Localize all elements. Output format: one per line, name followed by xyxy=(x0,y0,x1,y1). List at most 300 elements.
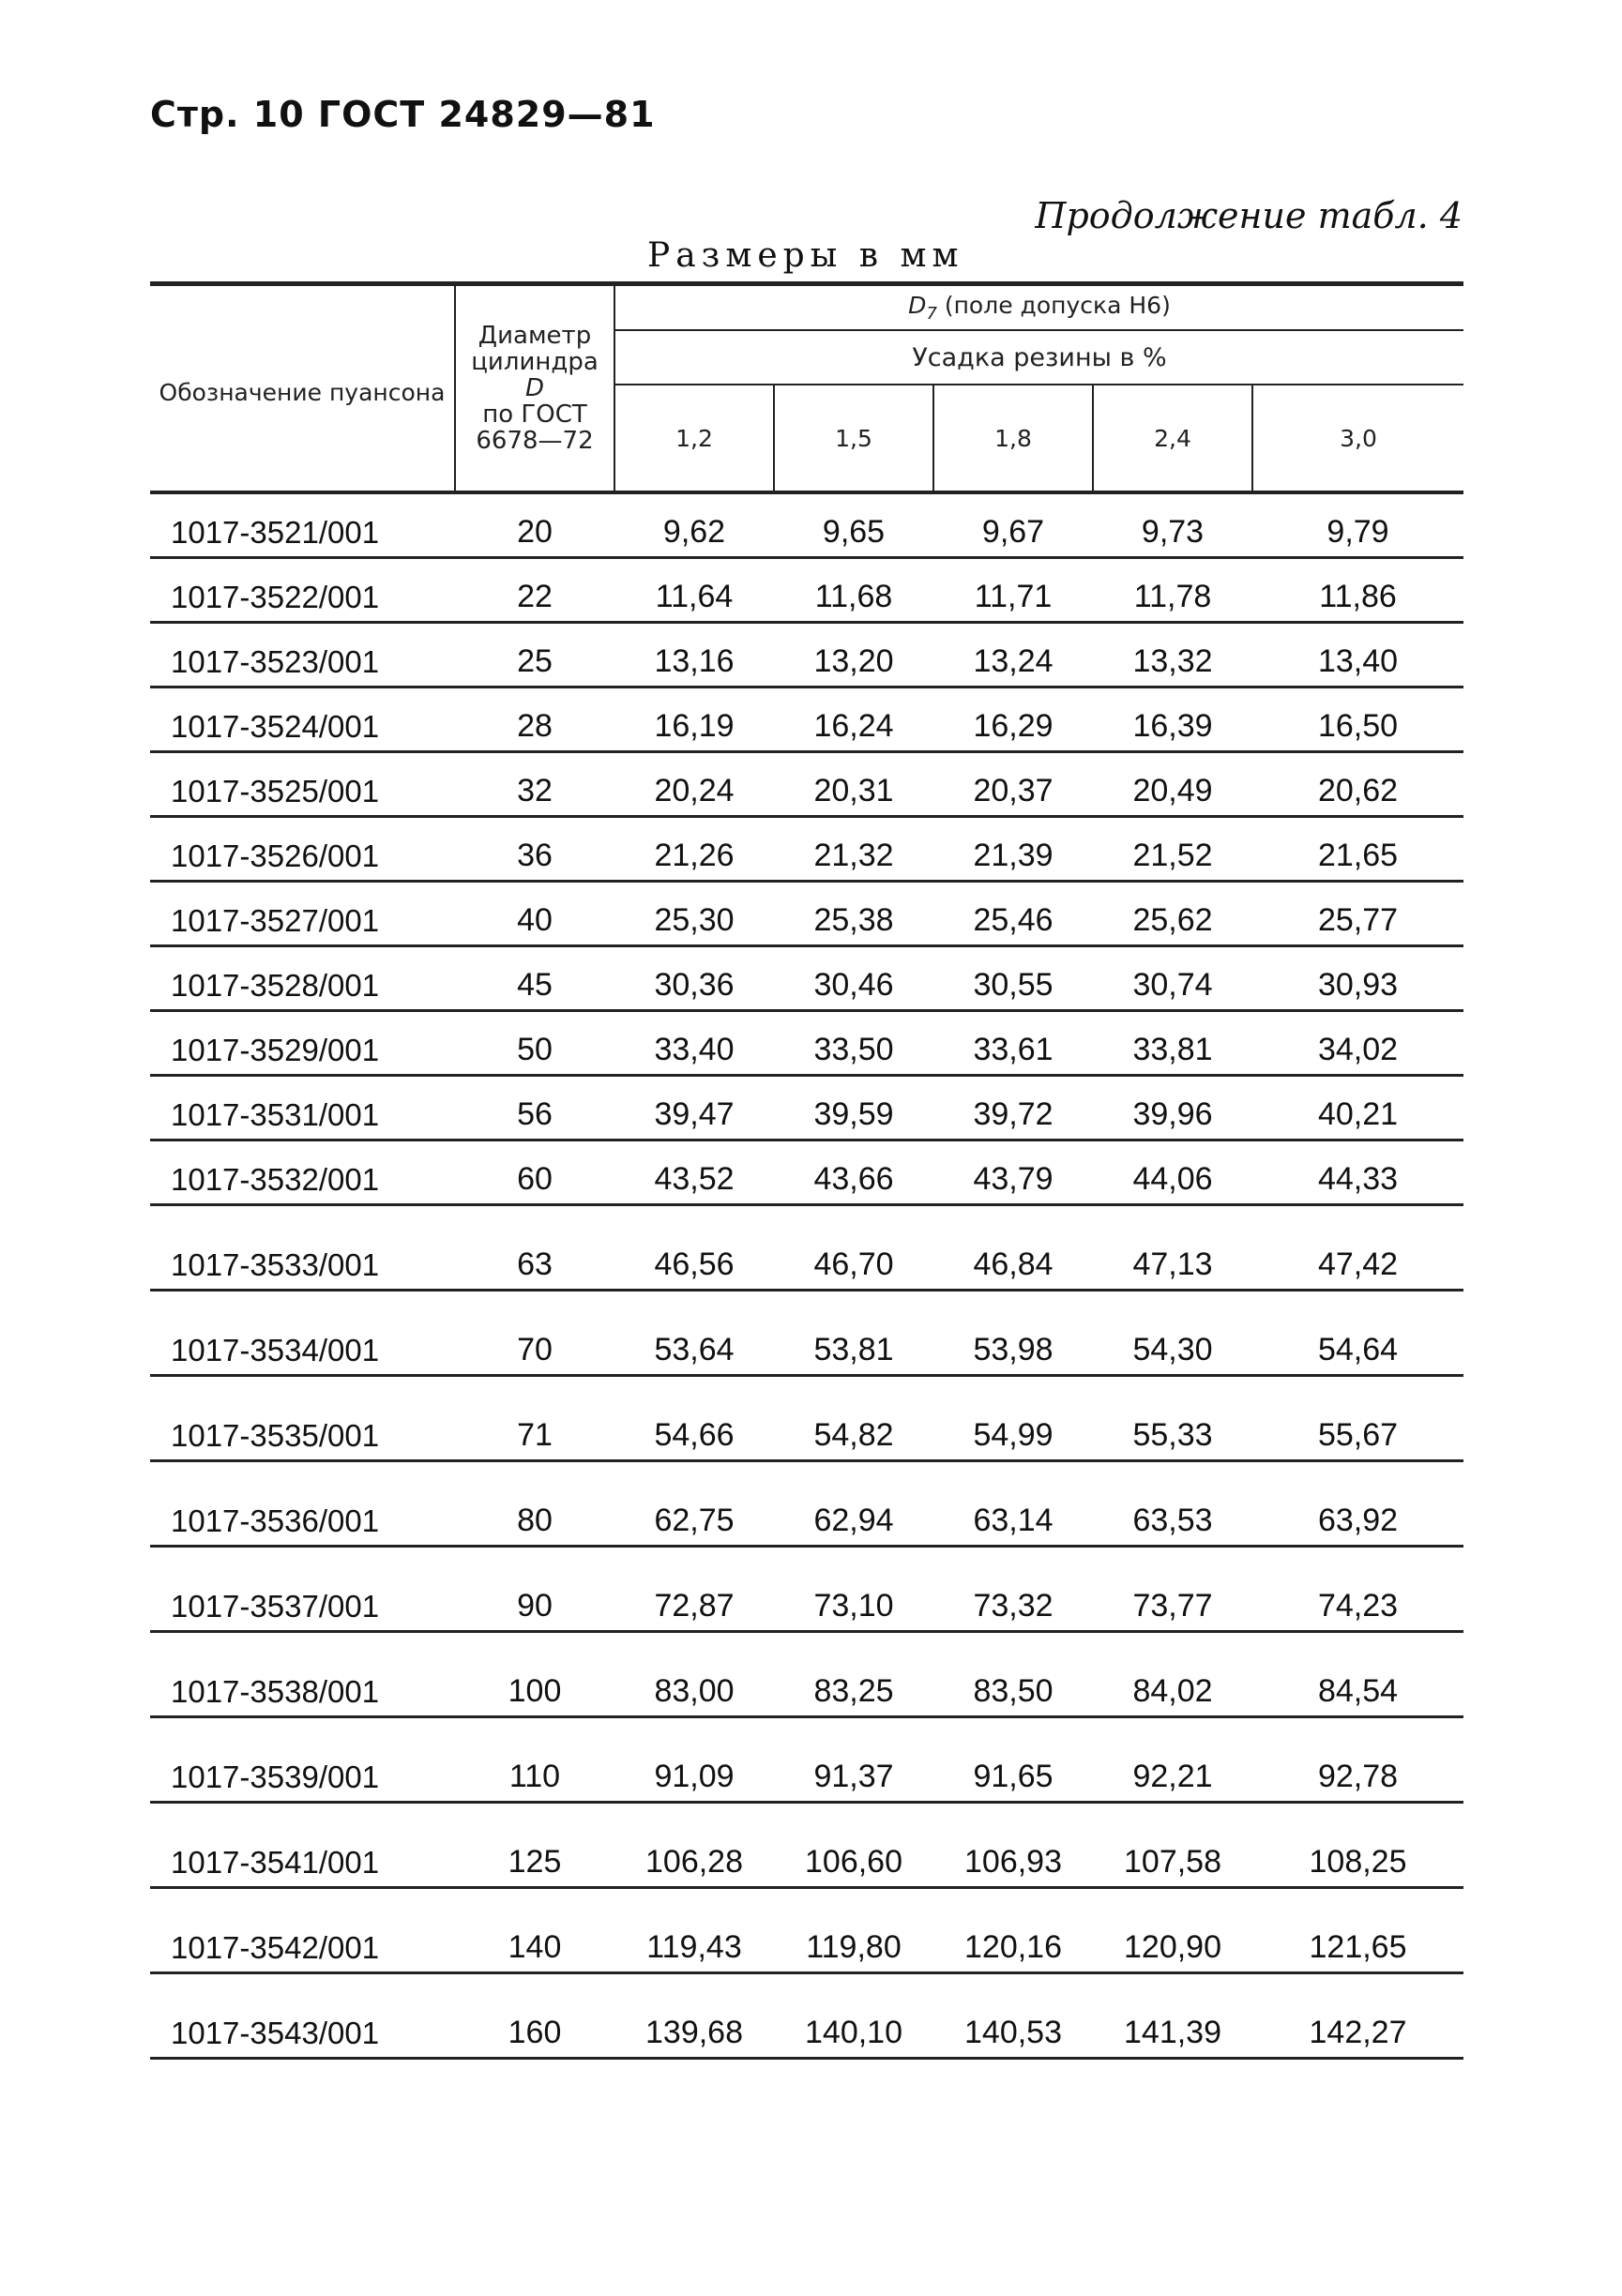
shrink-value-4-cell xyxy=(1093,558,1252,623)
shrink-value-1-cell xyxy=(614,1632,774,1717)
diameter: 71 xyxy=(517,1417,553,1453)
shrink-value-4: 84,02 xyxy=(1132,1673,1213,1709)
shrink-value-2: 91,37 xyxy=(813,1759,894,1794)
table-row xyxy=(150,946,1463,1011)
shrink-value-1-cell xyxy=(614,1717,774,1803)
shrink-value-2: 119,80 xyxy=(806,1929,902,1965)
shrink-value-2: 30,46 xyxy=(813,967,894,1003)
shrink-value-4-cell xyxy=(1093,882,1252,946)
diameter: 40 xyxy=(517,902,553,938)
shrink-value-3-cell xyxy=(933,1803,1093,1888)
shrink-value-5: 142,27 xyxy=(1309,2015,1407,2050)
shrink-value-4-cell xyxy=(1093,752,1252,817)
shrink-value-5-cell xyxy=(1252,817,1463,882)
shrink-value-3: 91,65 xyxy=(973,1759,1054,1794)
shrink-value-5: 30,93 xyxy=(1317,967,1399,1003)
column-group-d7 xyxy=(614,284,1463,331)
shrink-value-5-cell xyxy=(1252,1011,1463,1076)
shrink-value-2: 25,38 xyxy=(813,902,894,938)
diameter-cell xyxy=(455,882,614,946)
shrink-value-2: 33,50 xyxy=(813,1032,894,1067)
shrink-value-1-cell xyxy=(614,1547,774,1632)
shrink-value-4: 11,78 xyxy=(1133,579,1212,614)
shrink-value-2: 62,94 xyxy=(813,1503,894,1538)
shrinkage-header-2-4: 2,4 xyxy=(1093,385,1252,492)
shrink-value-3: 120,16 xyxy=(964,1929,1062,1965)
shrink-value-4-cell xyxy=(1093,1803,1252,1888)
code: 1017-3532/001 xyxy=(171,1162,380,1197)
code-cell xyxy=(150,558,455,623)
table-body xyxy=(150,492,1463,2059)
diameter: 25 xyxy=(517,643,553,679)
shrink-value-2: 53,81 xyxy=(813,1332,894,1367)
diameter: 60 xyxy=(517,1161,553,1197)
shrink-value-1-cell xyxy=(614,946,774,1011)
shrink-value-1: 119,43 xyxy=(646,1929,742,1965)
shrink-value-4: 30,74 xyxy=(1132,967,1213,1003)
shrink-value-4-cell xyxy=(1093,1291,1252,1376)
shrink-value-3: 21,39 xyxy=(973,838,1054,873)
shrink-value-2-cell xyxy=(774,1803,933,1888)
shrink-value-4: 25,62 xyxy=(1132,902,1213,938)
diameter: 90 xyxy=(517,1588,553,1624)
shrink-value-2-cell xyxy=(774,1888,933,1973)
shrink-value-1: 39,47 xyxy=(654,1096,735,1132)
diameter: 22 xyxy=(517,579,553,614)
shrink-value-1-cell xyxy=(614,882,774,946)
d7-tolerance-label: (поле допуска Н6) xyxy=(936,292,1171,319)
shrink-value-4-cell xyxy=(1093,1140,1252,1205)
shrink-value-3-cell xyxy=(933,1205,1093,1291)
shrink-value-4: 39,96 xyxy=(1132,1096,1213,1132)
shrink-value-5: 63,92 xyxy=(1317,1503,1399,1538)
shrink-value-3: 83,50 xyxy=(973,1673,1054,1709)
shrink-value-5-cell xyxy=(1252,752,1463,817)
diameter-cell xyxy=(455,1632,614,1717)
shrink-value-4-cell xyxy=(1093,1011,1252,1076)
shrink-value-2-cell xyxy=(774,1632,933,1717)
code-cell xyxy=(150,752,455,817)
diameter-cell xyxy=(455,623,614,687)
table-row xyxy=(150,1461,1463,1547)
table-row xyxy=(150,1717,1463,1803)
diameter: 56 xyxy=(517,1096,553,1132)
shrink-value-5-cell xyxy=(1252,687,1463,752)
diameter-cell xyxy=(455,1803,614,1888)
shrink-value-2-cell xyxy=(774,492,933,558)
code: 1017-3529/001 xyxy=(171,1033,380,1067)
diameter-cell xyxy=(455,1547,614,1632)
shrink-value-3: 16,29 xyxy=(973,708,1054,744)
shrink-value-3-cell xyxy=(933,687,1093,752)
code: 1017-3524/001 xyxy=(171,709,380,744)
shrinkage-header-1-5: 1,5 xyxy=(774,385,933,492)
shrink-value-5-cell xyxy=(1252,1547,1463,1632)
table-row xyxy=(150,1205,1463,1291)
shrink-value-5-cell xyxy=(1252,558,1463,623)
diameter-cell xyxy=(455,1376,614,1461)
shrink-value-3-cell xyxy=(933,752,1093,817)
code: 1017-3536/001 xyxy=(171,1503,380,1538)
shrink-value-2: 21,32 xyxy=(813,838,894,873)
shrink-value-3: 43,79 xyxy=(973,1161,1054,1197)
shrink-value-3: 73,32 xyxy=(973,1588,1054,1624)
shrink-value-1: 9,62 xyxy=(662,514,726,550)
diameter-cell xyxy=(455,1461,614,1547)
shrink-value-2-cell xyxy=(774,1547,933,1632)
shrink-value-3-cell xyxy=(933,1291,1093,1376)
shrink-value-3: 11,71 xyxy=(974,579,1053,614)
shrink-value-5-cell xyxy=(1252,1632,1463,1717)
code: 1017-3523/001 xyxy=(171,644,380,679)
shrink-value-2: 11,68 xyxy=(814,579,893,614)
shrink-value-1: 91,09 xyxy=(654,1759,735,1794)
page-header-reference: Стр. 10 ГОСТ 24829—81 xyxy=(150,94,656,135)
shrink-value-1-cell xyxy=(614,752,774,817)
shrink-value-1-cell xyxy=(614,1888,774,1973)
shrink-value-3-cell xyxy=(933,1888,1093,1973)
table-row xyxy=(150,1632,1463,1717)
code-cell xyxy=(150,1632,455,1717)
code: 1017-3541/001 xyxy=(171,1845,380,1880)
code-cell xyxy=(150,1076,455,1140)
shrink-value-5-cell xyxy=(1252,1376,1463,1461)
code: 1017-3538/001 xyxy=(171,1674,380,1709)
shrink-value-1-cell xyxy=(614,1291,774,1376)
shrink-value-1: 72,87 xyxy=(654,1588,735,1624)
code-cell xyxy=(150,1973,455,2059)
diameter-cell xyxy=(455,1011,614,1076)
shrink-value-3: 39,72 xyxy=(973,1096,1054,1132)
diameter-header-line-2: цилиндра xyxy=(471,348,599,376)
diameter: 110 xyxy=(508,1759,561,1794)
column-header-diameter xyxy=(455,284,614,493)
shrink-value-5: 92,78 xyxy=(1317,1759,1399,1794)
code: 1017-3543/001 xyxy=(171,2016,380,2050)
table-header xyxy=(150,284,1463,493)
shrink-value-5-cell xyxy=(1252,1076,1463,1140)
shrink-value-2: 20,31 xyxy=(813,773,894,808)
diameter-header-line-5: 6678—72 xyxy=(476,427,594,455)
code: 1017-3527/001 xyxy=(171,903,380,938)
shrink-value-4: 141,39 xyxy=(1124,2015,1221,2050)
shrink-value-4: 13,32 xyxy=(1132,643,1213,679)
shrink-value-3-cell xyxy=(933,946,1093,1011)
shrink-value-4-cell xyxy=(1093,1205,1252,1291)
shrink-value-4: 120,90 xyxy=(1124,1929,1221,1965)
shrink-value-4: 55,33 xyxy=(1132,1417,1213,1453)
code: 1017-3537/001 xyxy=(171,1589,380,1624)
shrink-value-3: 25,46 xyxy=(973,902,1054,938)
shrink-value-1: 25,30 xyxy=(654,902,735,938)
code-cell xyxy=(150,623,455,687)
shrink-value-2: 16,24 xyxy=(813,708,894,744)
shrink-value-2-cell xyxy=(774,1291,933,1376)
shrink-value-5: 55,67 xyxy=(1317,1417,1399,1453)
shrink-value-2: 39,59 xyxy=(813,1096,894,1132)
shrink-value-1: 54,66 xyxy=(654,1417,735,1453)
shrink-value-4-cell xyxy=(1093,492,1252,558)
shrink-value-4-cell xyxy=(1093,1717,1252,1803)
shrink-value-2-cell xyxy=(774,1076,933,1140)
shrink-value-5: 9,79 xyxy=(1326,514,1389,550)
code: 1017-3533/001 xyxy=(171,1247,380,1282)
shrink-value-3-cell xyxy=(933,1140,1093,1205)
shrink-value-2: 13,20 xyxy=(813,643,894,679)
shrink-value-3-cell xyxy=(933,1973,1093,2059)
shrink-value-1-cell xyxy=(614,623,774,687)
code-cell xyxy=(150,817,455,882)
diameter-cell xyxy=(455,492,614,558)
shrink-value-3: 63,14 xyxy=(973,1503,1054,1538)
shrink-value-5: 13,40 xyxy=(1317,643,1399,679)
shrink-value-2-cell xyxy=(774,1376,933,1461)
shrink-value-1: 53,64 xyxy=(654,1332,735,1367)
shrink-value-5: 84,54 xyxy=(1317,1673,1399,1709)
punch-dimensions-table xyxy=(150,281,1463,2060)
table-row xyxy=(150,1291,1463,1376)
diameter-cell xyxy=(455,1205,614,1291)
shrink-value-5-cell xyxy=(1252,1461,1463,1547)
shrink-value-2-cell xyxy=(774,1461,933,1547)
shrink-value-3-cell xyxy=(933,1076,1093,1140)
shrink-value-4: 107,58 xyxy=(1124,1844,1221,1880)
shrink-value-2-cell xyxy=(774,1140,933,1205)
shrink-value-5: 40,21 xyxy=(1317,1096,1399,1132)
shrink-value-3-cell xyxy=(933,1717,1093,1803)
code-cell xyxy=(150,687,455,752)
diameter: 50 xyxy=(517,1032,553,1067)
shrink-value-5-cell xyxy=(1252,1140,1463,1205)
shrink-value-5-cell xyxy=(1252,1205,1463,1291)
table-row xyxy=(150,1011,1463,1076)
diameter-cell xyxy=(455,687,614,752)
shrink-value-3: 9,67 xyxy=(981,514,1045,550)
shrink-value-5: 25,77 xyxy=(1317,902,1399,938)
shrink-value-2-cell xyxy=(774,882,933,946)
diameter-cell xyxy=(455,946,614,1011)
table-continuation-label: Продолжение табл. 4 xyxy=(1035,195,1463,236)
shrink-value-3-cell xyxy=(933,558,1093,623)
code-cell xyxy=(150,492,455,558)
shrink-value-2-cell xyxy=(774,1011,933,1076)
shrink-value-3-cell xyxy=(933,492,1093,558)
shrink-value-3: 30,55 xyxy=(973,967,1054,1003)
shrink-value-4: 92,21 xyxy=(1132,1759,1213,1794)
d7-symbol: D xyxy=(908,292,927,319)
diameter: 80 xyxy=(517,1503,553,1538)
code-cell xyxy=(150,1376,455,1461)
code-cell xyxy=(150,1888,455,1973)
d7-subscript: 7 xyxy=(926,304,937,324)
code-cell xyxy=(150,1205,455,1291)
column-group-shrinkage: Усадка резины в % xyxy=(614,330,1463,385)
diameter-cell xyxy=(455,1717,614,1803)
shrink-value-5-cell xyxy=(1252,492,1463,558)
shrink-value-4: 33,81 xyxy=(1132,1032,1213,1067)
diameter-cell xyxy=(455,1291,614,1376)
shrink-value-2-cell xyxy=(774,623,933,687)
shrink-value-1: 106,28 xyxy=(645,1844,743,1880)
shrink-value-3: 54,99 xyxy=(973,1417,1054,1453)
shrink-value-3-cell xyxy=(933,1461,1093,1547)
diameter: 45 xyxy=(517,967,553,1003)
code: 1017-3526/001 xyxy=(171,838,380,873)
diameter: 125 xyxy=(508,1844,562,1880)
code-cell xyxy=(150,1803,455,1888)
diameter: 36 xyxy=(517,838,553,873)
code: 1017-3525/001 xyxy=(171,774,380,808)
shrink-value-3: 20,37 xyxy=(973,773,1054,808)
diameter: 20 xyxy=(517,514,553,550)
shrink-value-1: 33,40 xyxy=(654,1032,735,1067)
shrink-value-4: 54,30 xyxy=(1132,1332,1213,1367)
table-row xyxy=(150,1803,1463,1888)
shrink-value-1: 16,19 xyxy=(654,708,735,744)
shrink-value-3-cell xyxy=(933,623,1093,687)
shrink-value-4-cell xyxy=(1093,1547,1252,1632)
shrink-value-3: 46,84 xyxy=(973,1246,1054,1282)
table-row xyxy=(150,623,1463,687)
shrink-value-3-cell xyxy=(933,882,1093,946)
shrink-value-5: 16,50 xyxy=(1317,708,1399,744)
shrinkage-header-3-0: 3,0 xyxy=(1252,385,1463,492)
shrink-value-4-cell xyxy=(1093,623,1252,687)
shrink-value-1-cell xyxy=(614,1011,774,1076)
shrink-value-4-cell xyxy=(1093,1461,1252,1547)
shrink-value-4: 20,49 xyxy=(1132,773,1213,808)
code-cell xyxy=(150,946,455,1011)
shrink-value-1: 13,16 xyxy=(654,643,735,679)
shrink-value-4: 47,13 xyxy=(1132,1246,1213,1282)
table-row xyxy=(150,558,1463,623)
shrink-value-2: 83,25 xyxy=(813,1673,894,1709)
shrink-value-4: 44,06 xyxy=(1132,1161,1213,1197)
shrink-value-3: 140,53 xyxy=(964,2015,1062,2050)
table-row xyxy=(150,1076,1463,1140)
shrinkage-header-1-2: 1,2 xyxy=(614,385,774,492)
code: 1017-3522/001 xyxy=(171,580,380,614)
table-row xyxy=(150,752,1463,817)
shrink-value-3: 13,24 xyxy=(973,643,1054,679)
shrink-value-4-cell xyxy=(1093,1973,1252,2059)
diameter-header-line-4: по ГОСТ xyxy=(482,400,587,429)
shrink-value-5: 21,65 xyxy=(1317,838,1399,873)
shrink-value-2-cell xyxy=(774,1205,933,1291)
shrink-value-1: 62,75 xyxy=(654,1503,735,1538)
shrink-value-1-cell xyxy=(614,1803,774,1888)
shrink-value-5: 108,25 xyxy=(1309,1844,1407,1880)
code: 1017-3521/001 xyxy=(171,515,380,550)
shrink-value-1: 139,68 xyxy=(645,2015,743,2050)
table-row xyxy=(150,492,1463,558)
column-header-designation: Обозначение пуансона xyxy=(150,284,455,493)
shrink-value-1: 21,26 xyxy=(654,838,735,873)
shrink-value-2: 9,65 xyxy=(822,514,886,550)
shrink-value-2-cell xyxy=(774,1973,933,2059)
shrink-value-3: 53,98 xyxy=(973,1332,1054,1367)
diameter: 160 xyxy=(508,2015,562,2050)
shrink-value-2: 54,82 xyxy=(813,1417,894,1453)
shrink-value-1-cell xyxy=(614,558,774,623)
diameter-cell xyxy=(455,1888,614,1973)
shrink-value-4: 73,77 xyxy=(1132,1588,1213,1624)
shrink-value-5: 34,02 xyxy=(1317,1032,1399,1067)
shrink-value-4-cell xyxy=(1093,817,1252,882)
shrink-value-3-cell xyxy=(933,1011,1093,1076)
shrink-value-2-cell xyxy=(774,687,933,752)
shrink-value-1: 11,64 xyxy=(655,579,734,614)
shrink-value-1-cell xyxy=(614,492,774,558)
shrink-value-2-cell xyxy=(774,946,933,1011)
shrink-value-1-cell xyxy=(614,817,774,882)
diameter: 63 xyxy=(517,1246,553,1282)
code: 1017-3534/001 xyxy=(171,1333,380,1367)
code: 1017-3531/001 xyxy=(171,1097,380,1132)
table-row xyxy=(150,1973,1463,2059)
diameter-header-line-1: Диаметр xyxy=(478,322,592,350)
shrink-value-3-cell xyxy=(933,1547,1093,1632)
shrink-value-3-cell xyxy=(933,1632,1093,1717)
shrink-value-5-cell xyxy=(1252,882,1463,946)
shrink-value-5-cell xyxy=(1252,1888,1463,1973)
table-row xyxy=(150,882,1463,946)
diameter: 70 xyxy=(517,1332,553,1367)
shrink-value-5: 121,65 xyxy=(1309,1929,1407,1965)
shrink-value-5-cell xyxy=(1252,1973,1463,2059)
diameter-cell xyxy=(455,1076,614,1140)
table-row xyxy=(150,817,1463,882)
shrink-value-2: 73,10 xyxy=(813,1588,894,1624)
code-cell xyxy=(150,1291,455,1376)
shrink-value-4-cell xyxy=(1093,1376,1252,1461)
diameter-cell xyxy=(455,558,614,623)
shrink-value-2: 46,70 xyxy=(813,1246,894,1282)
table-row xyxy=(150,1140,1463,1205)
shrink-value-2-cell xyxy=(774,558,933,623)
diameter: 100 xyxy=(508,1673,562,1709)
code-cell xyxy=(150,882,455,946)
shrink-value-5: 74,23 xyxy=(1317,1588,1399,1624)
shrink-value-5: 47,42 xyxy=(1317,1246,1399,1282)
code: 1017-3528/001 xyxy=(171,968,380,1003)
shrink-value-3: 106,93 xyxy=(964,1844,1062,1880)
shrink-value-2-cell xyxy=(774,752,933,817)
shrink-value-1: 83,00 xyxy=(654,1673,735,1709)
shrink-value-1: 20,24 xyxy=(654,773,735,808)
shrink-value-1: 30,36 xyxy=(654,967,735,1003)
shrink-value-5: 44,33 xyxy=(1317,1161,1399,1197)
diameter: 32 xyxy=(517,773,553,808)
code: 1017-3542/001 xyxy=(171,1930,380,1965)
shrink-value-4: 21,52 xyxy=(1132,838,1213,873)
table-row xyxy=(150,1888,1463,1973)
shrink-value-4: 63,53 xyxy=(1132,1503,1213,1538)
shrink-value-1-cell xyxy=(614,1973,774,2059)
code: 1017-3535/001 xyxy=(171,1418,380,1453)
shrink-value-5: 11,86 xyxy=(1319,579,1397,614)
shrink-value-1-cell xyxy=(614,1461,774,1547)
shrink-value-1-cell xyxy=(614,1076,774,1140)
shrink-value-4: 16,39 xyxy=(1132,708,1213,744)
shrink-value-4-cell xyxy=(1093,1076,1252,1140)
diameter-cell xyxy=(455,1973,614,2059)
shrink-value-1: 46,56 xyxy=(654,1246,735,1282)
shrink-value-1-cell xyxy=(614,1376,774,1461)
shrink-value-1-cell xyxy=(614,1140,774,1205)
shrink-value-2-cell xyxy=(774,1717,933,1803)
shrink-value-2: 43,66 xyxy=(813,1161,894,1197)
